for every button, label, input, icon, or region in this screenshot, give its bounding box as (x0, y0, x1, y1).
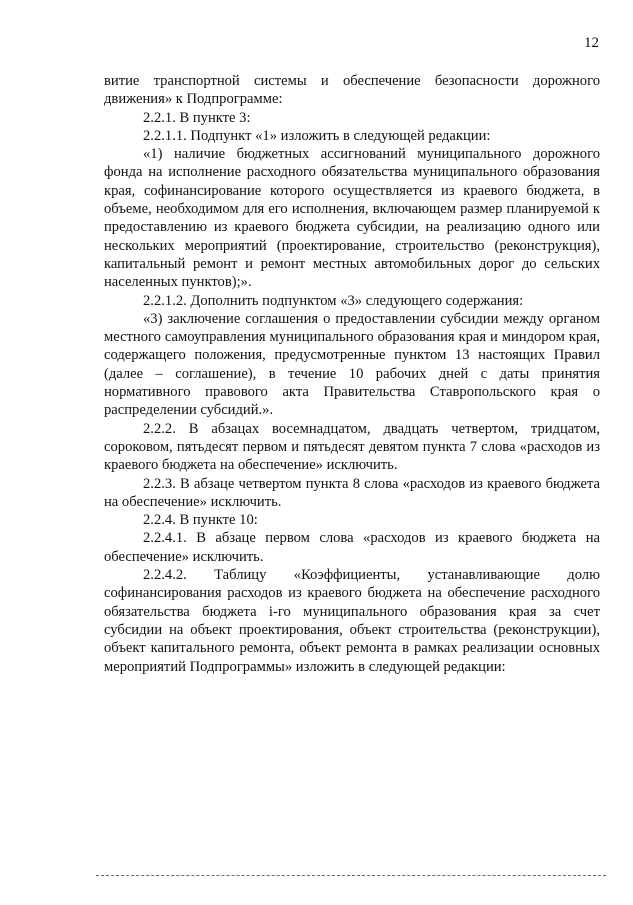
paragraph-subitem-1: «1) наличие бюджетных ассигнований муниципального дорожного фонда на исполнение расходного обязательства муниципального образования края, софинансирование которого осуществляется из краевого бюджета, в объеме, необходимом для его исполнения, включающем размер планируемой к предоставлению из краевого бюджета субсидии, на реализацию одного или нескольких мероприятий (проектирование, строительство (реконструкция), капитальный ремонт и ремонт местных автомобильных дорог до сельских населенных пунктов);». (104, 146, 600, 291)
paragraph-2-2-3: 2.2.3. В абзаце четвертом пункта 8 слова «расходов из краевого бюджета на обеспечение» исключить. (104, 475, 600, 510)
paragraph-2-2-1-2: 2.2.1.2. Дополнить подпунктом «3» следующего содержания: (143, 292, 524, 309)
paragraph-2-2-1-1: 2.2.1.1. Подпункт «1» изложить в следующей редакции: (143, 127, 491, 144)
paragraph-continuation: витие транспортной системы и обеспечение безопасности дорожного движения» к Подпрограмме: (104, 73, 600, 108)
paragraph-2-2-1: 2.2.1. В пункте 3: (143, 109, 251, 126)
paragraph-2-2-2: 2.2.2. В абзацах восемнадцатом, двадцать четвертом, тридцатом, сороковом, пятьдесят первом и пятьдесят девятом пункта 7 слова «расходов из краевого бюджета на обеспечение» исключить. (104, 420, 600, 474)
document-body (104, 72, 600, 676)
paragraph-2-2-4-1: 2.2.4.1. В абзаце первом слова «расходов из краевого бюджета на обеспечение» исключить. (104, 530, 600, 565)
bottom-divider (96, 875, 606, 876)
paragraph-subitem-3: «3) заключение соглашения о предоставлении субсидии между органом местного самоуправления муниципального образования края и миндором края, содержащего положения, предусмотренные пунктом 13 настоящих Правил (далее – соглашение), в течение 10 рабочих дней с даты принятия нормативного правового акта Правительства Ставропольского края о распределении субсидий.». (104, 310, 600, 419)
paragraph-2-2-4: 2.2.4. В пункте 10: (143, 512, 258, 529)
page-number: 12 (584, 35, 599, 51)
paragraph-2-2-4-2: 2.2.4.2. Таблицу «Коэффициенты, устанавливающие долю софинансирования расходов из краевого бюджета на обеспечение расходного обязательства бюджета i-го муниципального образования края за счет субсидии на объект проектирования, объект строительства (реконструкции), объект капитального ремонта, объект ремонта в рамках реализации основных мероприятий Подпрограммы» изложить в следующей редакции: (104, 567, 600, 675)
